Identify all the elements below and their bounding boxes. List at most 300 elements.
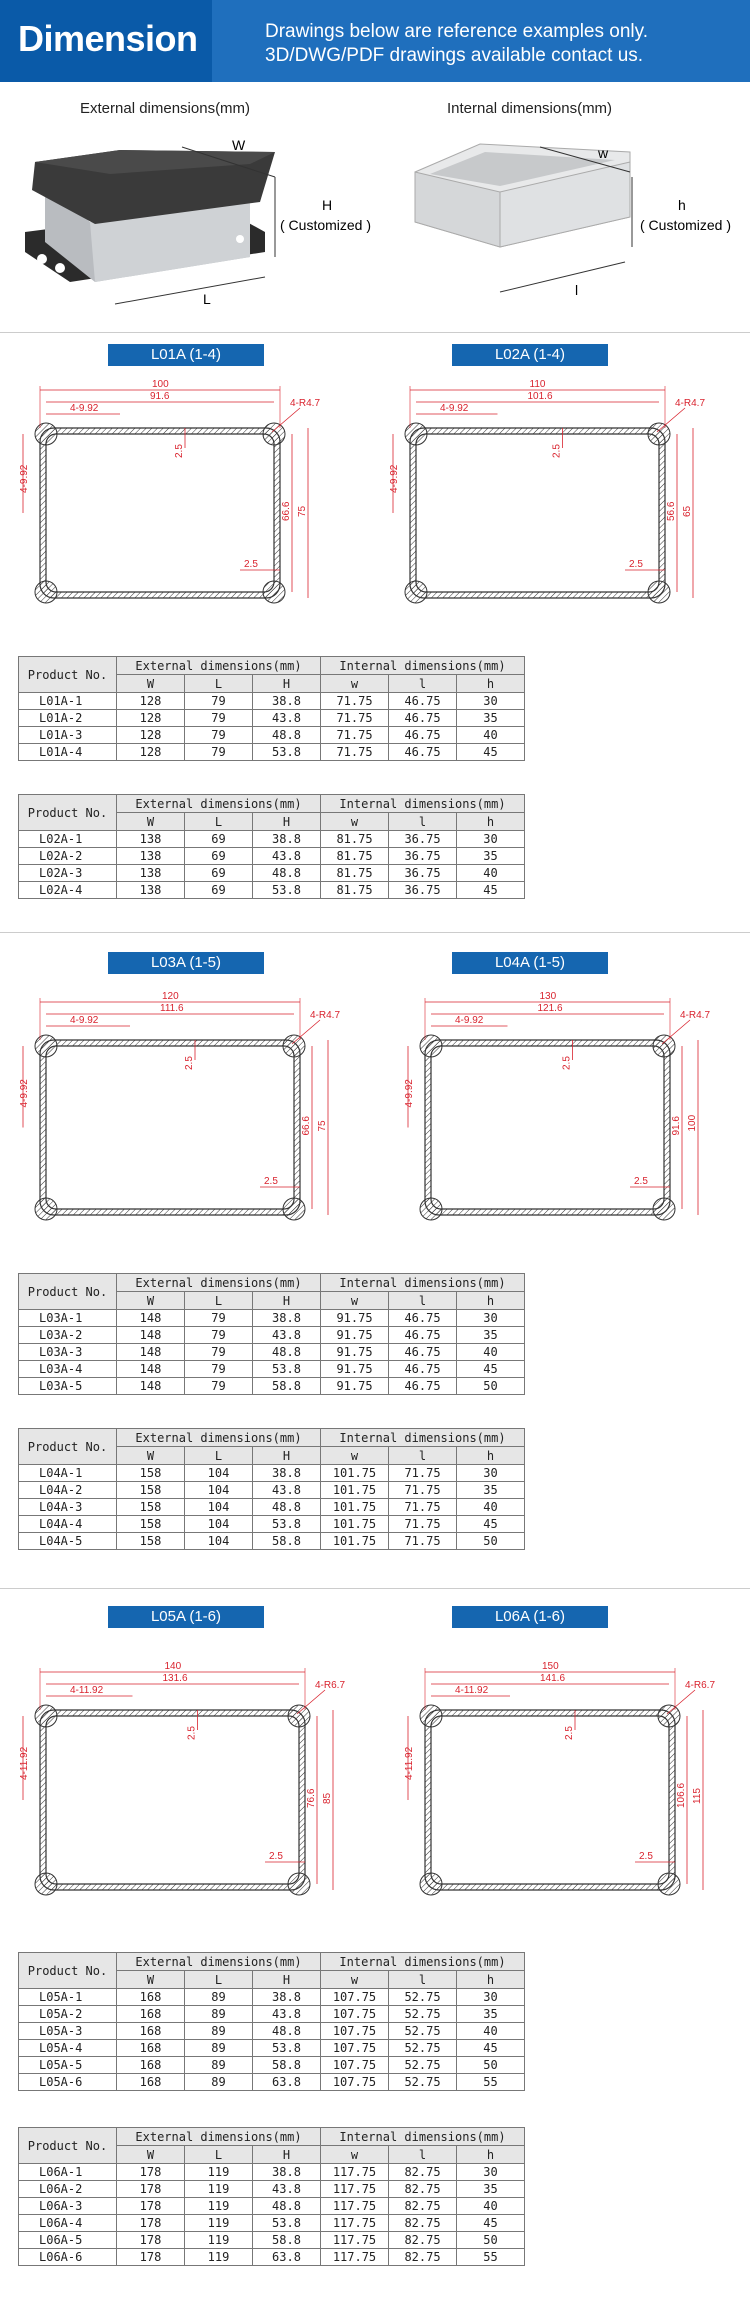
- table-cell: 101.75: [321, 1482, 389, 1499]
- table-cell: 45: [457, 882, 525, 899]
- table-cell: 40: [457, 2023, 525, 2040]
- table-cell: 79: [185, 1361, 253, 1378]
- col-product-no: Product No.: [19, 795, 117, 831]
- model-label: L01A (1-4): [108, 344, 264, 366]
- dim-inner-width: 131.6: [162, 1673, 188, 1684]
- table-row: [19, 2215, 525, 2232]
- table-cell: L06A-3: [19, 2198, 117, 2215]
- col-W: W: [117, 1292, 185, 1310]
- table-cell: L06A-6: [19, 2249, 117, 2266]
- table-cell: 168: [117, 1989, 185, 2006]
- table-cell: 168: [117, 2040, 185, 2057]
- table-cell: 71.75: [321, 744, 389, 761]
- table-cell: 89: [185, 2023, 253, 2040]
- table-row: [19, 1482, 525, 1499]
- table-cell: 178: [117, 2198, 185, 2215]
- col-h: h: [457, 1292, 525, 1310]
- cross-section-drawing: [15, 378, 345, 623]
- corner-boss: [405, 423, 427, 445]
- internal-caption: Internal dimensions(mm): [447, 100, 613, 117]
- table-cell: 53.8: [253, 882, 321, 899]
- page-title: Dimension: [18, 18, 198, 59]
- table-cell: 117.75: [321, 2164, 389, 2181]
- col-w: w: [321, 1447, 389, 1465]
- table-cell: L05A-5: [19, 2057, 117, 2074]
- dimension-table: [18, 2127, 525, 2266]
- table-cell: L03A-1: [19, 1310, 117, 1327]
- table-cell: L04A-2: [19, 1482, 117, 1499]
- col-group-internal: Internal dimensions(mm): [321, 1429, 525, 1447]
- table-cell: 46.75: [389, 1344, 457, 1361]
- col-H: H: [253, 1292, 321, 1310]
- table-cell: L05A-3: [19, 2023, 117, 2040]
- table-cell: 46.75: [389, 1327, 457, 1344]
- col-product-no: Product No.: [19, 1429, 117, 1465]
- dim-outer-height: 75: [297, 505, 308, 517]
- dim-hole-spacing: 4-9.92: [440, 403, 469, 414]
- table-cell: L05A-2: [19, 2006, 117, 2023]
- table-cell: L04A-4: [19, 1516, 117, 1533]
- table-cell: L01A-1: [19, 693, 117, 710]
- dim-outer-width: 120: [162, 991, 179, 1002]
- table-cell: 178: [117, 2249, 185, 2266]
- table-cell: 63.8: [253, 2074, 321, 2091]
- table-cell: 43.8: [253, 1327, 321, 1344]
- table-cell: 168: [117, 2023, 185, 2040]
- table-cell: 82.75: [389, 2249, 457, 2266]
- table-row: [19, 1516, 525, 1533]
- col-group-external: External dimensions(mm): [117, 1429, 321, 1447]
- dim-corner-radius: 4-R6.7: [315, 1680, 346, 1691]
- table-cell: L06A-2: [19, 2181, 117, 2198]
- table-cell: 82.75: [389, 2232, 457, 2249]
- table-cell: 58.8: [253, 1378, 321, 1395]
- col-group-internal: Internal dimensions(mm): [321, 657, 525, 675]
- table-cell: 128: [117, 744, 185, 761]
- table-cell: 158: [117, 1516, 185, 1533]
- table-row: [19, 1533, 525, 1550]
- table-row: [19, 865, 525, 882]
- table-cell: 48.8: [253, 727, 321, 744]
- corner-boss: [420, 1705, 442, 1727]
- table-cell: 128: [117, 727, 185, 744]
- table-row: [19, 1465, 525, 1482]
- table-row: [19, 1327, 525, 1344]
- table-cell: L03A-2: [19, 1327, 117, 1344]
- table-cell: 71.75: [389, 1533, 457, 1550]
- table-cell: 53.8: [253, 2215, 321, 2232]
- dim-wall-thickness: 2.5: [564, 1726, 575, 1740]
- corner-boss: [288, 1873, 310, 1895]
- dim-inner-width: 121.6: [537, 1003, 563, 1014]
- table-cell: 119: [185, 2232, 253, 2249]
- table-cell: 46.75: [389, 727, 457, 744]
- table-cell: 119: [185, 2249, 253, 2266]
- table-row: [19, 882, 525, 899]
- table-cell: 50: [457, 1378, 525, 1395]
- table-cell: 43.8: [253, 848, 321, 865]
- table-cell: 138: [117, 865, 185, 882]
- table-cell: 52.75: [389, 2074, 457, 2091]
- col-W: W: [117, 1971, 185, 1989]
- table-cell: 138: [117, 882, 185, 899]
- col-W: W: [117, 813, 185, 831]
- corner-boss: [35, 581, 57, 603]
- table-cell: 40: [457, 865, 525, 882]
- col-product-no: Product No.: [19, 657, 117, 693]
- table-cell: L05A-4: [19, 2040, 117, 2057]
- table-cell: 178: [117, 2215, 185, 2232]
- col-L: L: [185, 813, 253, 831]
- col-product-no: Product No.: [19, 1953, 117, 1989]
- header-note-line-1: Drawings below are reference examples only.: [265, 21, 648, 42]
- table-cell: 91.75: [321, 1361, 389, 1378]
- table-cell: 117.75: [321, 2249, 389, 2266]
- table-cell: 40: [457, 2198, 525, 2215]
- table-cell: 178: [117, 2181, 185, 2198]
- corner-boss: [658, 1873, 680, 1895]
- table-cell: L02A-3: [19, 865, 117, 882]
- col-h: h: [457, 2146, 525, 2164]
- corner-boss: [405, 581, 427, 603]
- table-cell: 45: [457, 1361, 525, 1378]
- dim-wall-thickness-side: 2.5: [634, 1176, 648, 1187]
- col-l: l: [389, 2146, 457, 2164]
- col-l: l: [389, 1292, 457, 1310]
- table-row: [19, 848, 525, 865]
- table-row: [19, 1378, 525, 1395]
- table-cell: 45: [457, 744, 525, 761]
- dim-side-spacing: 4-9.92: [389, 464, 400, 493]
- table-cell: 158: [117, 1482, 185, 1499]
- table-row: [19, 693, 525, 710]
- table-cell: 91.75: [321, 1310, 389, 1327]
- col-L: L: [185, 1447, 253, 1465]
- table-cell: 35: [457, 2006, 525, 2023]
- table-cell: 107.75: [321, 2057, 389, 2074]
- ext-w-label: W: [232, 137, 246, 153]
- corner-boss: [35, 423, 57, 445]
- table-cell: 48.8: [253, 2198, 321, 2215]
- table-cell: 178: [117, 2232, 185, 2249]
- table-cell: 104: [185, 1499, 253, 1516]
- table-cell: 35: [457, 1482, 525, 1499]
- model-label: L06A (1-6): [452, 1606, 608, 1628]
- col-group-external: External dimensions(mm): [117, 795, 321, 813]
- col-group-internal: Internal dimensions(mm): [321, 795, 525, 813]
- table-cell: 107.75: [321, 2074, 389, 2091]
- table-cell: 36.75: [389, 848, 457, 865]
- table-row: [19, 2040, 525, 2057]
- table-cell: 48.8: [253, 1344, 321, 1361]
- col-W: W: [117, 1447, 185, 1465]
- table-row: [19, 1499, 525, 1516]
- table-cell: 52.75: [389, 2006, 457, 2023]
- dim-outer-height: 115: [692, 1788, 703, 1804]
- table-cell: 107.75: [321, 2040, 389, 2057]
- dim-wall-thickness-side: 2.5: [629, 559, 643, 570]
- table-cell: 58.8: [253, 2057, 321, 2074]
- table-cell: 71.75: [389, 1465, 457, 1482]
- table-cell: 91.75: [321, 1327, 389, 1344]
- table-cell: 38.8: [253, 2164, 321, 2181]
- col-H: H: [253, 1971, 321, 1989]
- table-cell: 81.75: [321, 882, 389, 899]
- corner-boss: [35, 1198, 57, 1220]
- table-cell: 69: [185, 865, 253, 882]
- table-cell: 50: [457, 2057, 525, 2074]
- table-row: [19, 1361, 525, 1378]
- dim-wall-thickness: 2.5: [551, 444, 563, 458]
- table-row: [19, 2057, 525, 2074]
- table-cell: 43.8: [253, 2006, 321, 2023]
- table-cell: L01A-4: [19, 744, 117, 761]
- table-cell: 158: [117, 1533, 185, 1550]
- table-cell: 148: [117, 1310, 185, 1327]
- table-cell: 48.8: [253, 1499, 321, 1516]
- dim-inner-height: 76.6: [306, 1788, 317, 1808]
- table-cell: 46.75: [389, 710, 457, 727]
- table-cell: 119: [185, 2215, 253, 2232]
- table-cell: 101.75: [321, 1499, 389, 1516]
- table-cell: 53.8: [253, 1516, 321, 1533]
- table-cell: 71.75: [389, 1499, 457, 1516]
- col-group-external: External dimensions(mm): [117, 1953, 321, 1971]
- corner-boss: [658, 1705, 680, 1727]
- dim-hole-spacing: 4-9.92: [70, 403, 99, 414]
- table-row: [19, 1344, 525, 1361]
- corner-boss: [263, 581, 285, 603]
- table-cell: L03A-4: [19, 1361, 117, 1378]
- table-cell: 89: [185, 2006, 253, 2023]
- table-cell: 52.75: [389, 2023, 457, 2040]
- dim-hole-spacing: 4-9.92: [70, 1015, 99, 1026]
- table-cell: 107.75: [321, 2023, 389, 2040]
- ext-custom-label: ( Customized ): [280, 217, 372, 233]
- col-product-no: Product No.: [19, 2128, 117, 2164]
- table-cell: 63.8: [253, 2249, 321, 2266]
- col-l: l: [389, 1447, 457, 1465]
- col-w: w: [321, 2146, 389, 2164]
- table-cell: 104: [185, 1465, 253, 1482]
- dim-hole-spacing: 4-11.92: [455, 1685, 489, 1696]
- col-H: H: [253, 1447, 321, 1465]
- section-divider: [0, 1588, 750, 1589]
- table-cell: 50: [457, 2232, 525, 2249]
- section-divider: [0, 932, 750, 933]
- col-l: l: [389, 675, 457, 693]
- dimension-table: [18, 656, 525, 761]
- table-cell: L04A-5: [19, 1533, 117, 1550]
- table-cell: 79: [185, 727, 253, 744]
- table-cell: 58.8: [253, 2232, 321, 2249]
- table-cell: 104: [185, 1533, 253, 1550]
- table-cell: 38.8: [253, 1465, 321, 1482]
- dim-side-spacing: 4-9.92: [19, 464, 30, 493]
- dim-wall-thickness-side: 2.5: [264, 1176, 278, 1187]
- table-cell: 138: [117, 848, 185, 865]
- table-row: [19, 2198, 525, 2215]
- table-cell: 101.75: [321, 1533, 389, 1550]
- dim-side-spacing: 4-11.92: [404, 1746, 415, 1780]
- col-L: L: [185, 1971, 253, 1989]
- col-h: h: [457, 1447, 525, 1465]
- table-cell: 91.75: [321, 1344, 389, 1361]
- int-custom-label: ( Customized ): [640, 217, 732, 233]
- table-cell: 52.75: [389, 2040, 457, 2057]
- table-cell: 48.8: [253, 2023, 321, 2040]
- table-cell: 30: [457, 1310, 525, 1327]
- table-cell: 35: [457, 2181, 525, 2198]
- table-cell: L04A-3: [19, 1499, 117, 1516]
- corner-boss: [263, 423, 285, 445]
- external-enclosure-image: [25, 147, 275, 304]
- table-cell: 158: [117, 1465, 185, 1482]
- corner-boss: [35, 1873, 57, 1895]
- table-cell: 46.75: [389, 744, 457, 761]
- dim-corner-radius: 4-R4.7: [680, 1010, 711, 1021]
- corner-boss: [653, 1198, 675, 1220]
- table-cell: 119: [185, 2198, 253, 2215]
- ext-h-label: H: [322, 197, 333, 213]
- table-cell: L06A-5: [19, 2232, 117, 2249]
- dimension-table: [18, 1273, 525, 1395]
- dim-wall-thickness: 2.5: [174, 444, 185, 458]
- table-cell: 79: [185, 744, 253, 761]
- table-cell: 40: [457, 727, 525, 744]
- dim-inner-width: 111.6: [160, 1003, 184, 1014]
- table-cell: 168: [117, 2074, 185, 2091]
- table-row: [19, 1989, 525, 2006]
- dim-outer-width: 130: [539, 991, 557, 1002]
- table-cell: 107.75: [321, 2006, 389, 2023]
- table-cell: 148: [117, 1378, 185, 1395]
- table-cell: 148: [117, 1327, 185, 1344]
- col-group-internal: Internal dimensions(mm): [321, 2128, 525, 2146]
- col-group-external: External dimensions(mm): [117, 2128, 321, 2146]
- enclosure-inner: [431, 1716, 669, 1884]
- col-w: w: [321, 1971, 389, 1989]
- table-cell: 89: [185, 2040, 253, 2057]
- dim-corner-radius: 4-R4.7: [310, 1010, 341, 1021]
- col-L: L: [185, 2146, 253, 2164]
- col-H: H: [253, 813, 321, 831]
- corner-boss: [288, 1705, 310, 1727]
- table-cell: L03A-5: [19, 1378, 117, 1395]
- dim-outer-width: 110: [529, 379, 546, 390]
- table-cell: 38.8: [253, 1310, 321, 1327]
- table-cell: 81.75: [321, 848, 389, 865]
- col-H: H: [253, 675, 321, 693]
- col-W: W: [117, 2146, 185, 2164]
- header-note-line-2: 3D/DWG/PDF drawings available contact us.: [265, 45, 644, 66]
- model-label: L04A (1-5): [452, 952, 608, 974]
- col-product-no: Product No.: [19, 1274, 117, 1310]
- table-cell: 30: [457, 693, 525, 710]
- dim-inner-height: 106.6: [676, 1782, 687, 1808]
- table-cell: 69: [185, 882, 253, 899]
- table-cell: 117.75: [321, 2181, 389, 2198]
- model-label: L03A (1-5): [108, 952, 264, 974]
- dim-corner-radius: 4-R4.7: [290, 398, 321, 409]
- table-cell: 104: [185, 1516, 253, 1533]
- header-banner: [0, 0, 750, 82]
- dim-wall-thickness: 2.5: [561, 1056, 573, 1070]
- cross-section-drawing: [385, 378, 730, 623]
- dim-inner-width: 91.6: [150, 391, 170, 402]
- col-h: h: [457, 675, 525, 693]
- table-cell: 71.75: [321, 693, 389, 710]
- table-cell: 82.75: [389, 2164, 457, 2181]
- table-cell: 46.75: [389, 1361, 457, 1378]
- table-cell: 101.75: [321, 1516, 389, 1533]
- table-cell: 81.75: [321, 865, 389, 882]
- dim-hole-spacing: 4-11.92: [70, 1685, 104, 1696]
- col-group-external: External dimensions(mm): [117, 1274, 321, 1292]
- table-cell: 55: [457, 2074, 525, 2091]
- table-cell: 52.75: [389, 1989, 457, 2006]
- enclosure-inner: [46, 434, 274, 592]
- col-W: W: [117, 675, 185, 693]
- table-cell: 71.75: [389, 1516, 457, 1533]
- dimension-table: [18, 794, 525, 899]
- col-l: l: [389, 813, 457, 831]
- dim-corner-radius: 4-R6.7: [685, 1680, 716, 1691]
- corner-boss: [35, 1035, 57, 1057]
- dim-outer-width: 140: [164, 1661, 182, 1672]
- dim-corner-radius: 4-R4.7: [675, 398, 706, 409]
- col-group-internal: Internal dimensions(mm): [321, 1274, 525, 1292]
- table-cell: 35: [457, 848, 525, 865]
- table-cell: 52.75: [389, 2057, 457, 2074]
- table-cell: 48.8: [253, 865, 321, 882]
- table-cell: 36.75: [389, 865, 457, 882]
- table-cell: 38.8: [253, 693, 321, 710]
- corner-boss: [653, 1035, 675, 1057]
- dim-wall-thickness-side: 2.5: [639, 1851, 653, 1862]
- table-cell: 81.75: [321, 831, 389, 848]
- table-cell: 79: [185, 1310, 253, 1327]
- table-cell: 45: [457, 2215, 525, 2232]
- table-cell: 69: [185, 831, 253, 848]
- table-cell: 79: [185, 1344, 253, 1361]
- table-row: [19, 2232, 525, 2249]
- table-cell: 168: [117, 2006, 185, 2023]
- corner-boss: [648, 581, 670, 603]
- header-note: [265, 20, 648, 68]
- table-cell: 104: [185, 1482, 253, 1499]
- enclosure-inner: [416, 434, 659, 592]
- table-cell: 43.8: [253, 710, 321, 727]
- table-cell: 46.75: [389, 693, 457, 710]
- dim-wall-thickness: 2.5: [184, 1056, 195, 1070]
- col-h: h: [457, 813, 525, 831]
- col-H: H: [253, 2146, 321, 2164]
- table-row: [19, 2074, 525, 2091]
- table-cell: 89: [185, 2074, 253, 2091]
- table-row: [19, 2249, 525, 2266]
- table-cell: L01A-3: [19, 727, 117, 744]
- model-label: L02A (1-4): [452, 344, 608, 366]
- table-cell: 117.75: [321, 2232, 389, 2249]
- table-cell: L02A-1: [19, 831, 117, 848]
- table-cell: 91.75: [321, 1378, 389, 1395]
- table-cell: 58.8: [253, 1533, 321, 1550]
- col-L: L: [185, 675, 253, 693]
- table-cell: 46.75: [389, 1310, 457, 1327]
- dim-inner-height: 56.6: [666, 501, 677, 521]
- col-h: h: [457, 1971, 525, 1989]
